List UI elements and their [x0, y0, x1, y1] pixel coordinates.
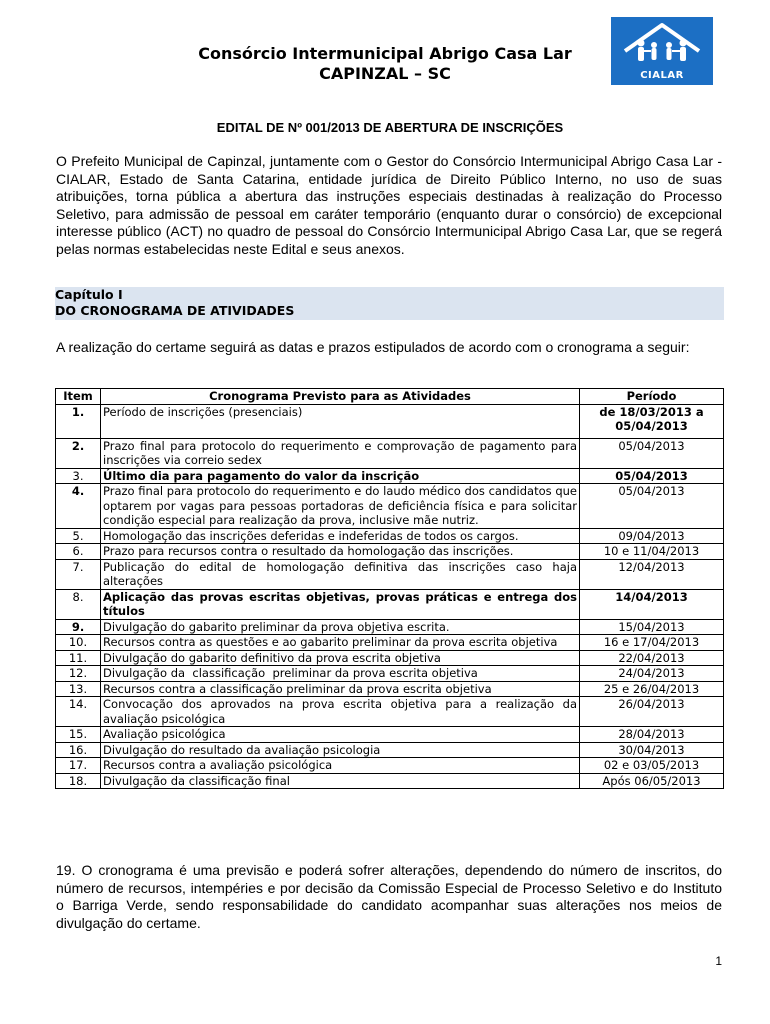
row-activity: Recursos contra a classificação preliminar da prova escrita objetiva — [101, 681, 580, 697]
schedule-intro: A realização do certame seguirá as datas e prazos estipulados de acordo com o cronograma a seguir: — [56, 339, 690, 355]
table-row — [56, 650, 724, 666]
row-item: 12. — [56, 666, 101, 682]
row-activity: Prazo para recursos contra o resultado da homologação das inscrições. — [101, 544, 580, 560]
row-period: 12/04/2013 — [580, 559, 724, 589]
row-period: 10 e 11/04/2013 — [580, 544, 724, 560]
row-item: 14. — [56, 697, 101, 727]
cialar-logo — [611, 17, 713, 85]
table-row — [56, 528, 724, 544]
row-item: 4. — [56, 484, 101, 529]
table-row — [56, 438, 724, 468]
schedule-note: 19. O cronograma é uma previsão e poderá sofrer alterações, dependendo do número de inscritos, do número de recursos, intempéries e por decisão da Comissão Especial de Processo Seletivo e do Instituto o Barriga Verde, sendo responsabilidade do candidato acompanhar suas alterações nos meios de divulgação do certame. — [56, 862, 722, 931]
row-period: 09/04/2013 — [580, 528, 724, 544]
row-period: Após 06/05/2013 — [580, 773, 724, 789]
row-period: 15/04/2013 — [580, 619, 724, 635]
table-row — [56, 727, 724, 743]
row-activity: Divulgação da classificação final — [101, 773, 580, 789]
row-period: 16 e 17/04/2013 — [580, 635, 724, 651]
row-activity: Prazo final para protocolo do requerimento e do laudo médico dos candidatos que optarem por vagas para pessoas portadoras de deficiência física e para solicitar condição especial para realização da prova, inclusive mãe nutriz. — [101, 484, 580, 529]
table-row — [56, 635, 724, 651]
row-activity: Aplicação das provas escritas objetivas, provas práticas e entrega dos títulos — [101, 589, 580, 619]
table-row — [56, 544, 724, 560]
logo-text: CIALAR — [640, 70, 684, 81]
row-period: de 18/03/2013 a 05/04/2013 — [580, 404, 724, 438]
header-item: Item — [56, 389, 101, 405]
table-row — [56, 681, 724, 697]
row-period: 02 e 03/05/2013 — [580, 758, 724, 774]
row-item: 13. — [56, 681, 101, 697]
row-activity: Divulgação do gabarito definitivo da prova escrita objetiva — [101, 650, 580, 666]
row-item: 18. — [56, 773, 101, 789]
table-row — [56, 697, 724, 727]
row-item: 2. — [56, 438, 101, 468]
table-row — [56, 589, 724, 619]
row-item: 11. — [56, 650, 101, 666]
row-period: 05/04/2013 — [580, 438, 724, 468]
row-activity: Divulgação do resultado da avaliação psicologia — [101, 742, 580, 758]
table-row — [56, 619, 724, 635]
row-period: 22/04/2013 — [580, 650, 724, 666]
row-activity: Homologação das inscrições deferidas e indeferidas de todos os cargos. — [101, 528, 580, 544]
row-item: 15. — [56, 727, 101, 743]
row-activity: Recursos contra a avaliação psicológica — [101, 758, 580, 774]
row-period: 24/04/2013 — [580, 666, 724, 682]
row-period: 28/04/2013 — [580, 727, 724, 743]
chapter-number: Capítulo I — [55, 287, 123, 302]
row-activity: Convocação dos aprovados na prova escrita objetiva para a realização da avaliação psicológica — [101, 697, 580, 727]
row-period: 26/04/2013 — [580, 697, 724, 727]
row-activity: Recursos contra as questões e ao gabarito preliminar da prova escrita objetiva — [101, 635, 580, 651]
row-item: 1. — [56, 404, 101, 438]
page-number: 1 — [715, 954, 722, 968]
header-period: Período — [580, 389, 724, 405]
row-period: 14/04/2013 — [580, 589, 724, 619]
row-activity: Divulgação do gabarito preliminar da prova objetiva escrita. — [101, 619, 580, 635]
edital-title: EDITAL DE Nº 001/2013 DE ABERTURA DE INSCRIÇÕES — [216, 120, 564, 135]
row-item: 17. — [56, 758, 101, 774]
table-row — [56, 404, 724, 438]
row-period: 05/04/2013 — [580, 468, 724, 484]
row-period: 25 e 26/04/2013 — [580, 681, 724, 697]
table-row — [56, 484, 724, 529]
table-row — [56, 742, 724, 758]
row-activity: Último dia para pagamento do valor da inscrição — [101, 468, 580, 484]
row-activity: Publicação do edital de homologação definitiva das inscrições caso haja alterações — [101, 559, 580, 589]
row-activity: Período de inscrições (presenciais) — [101, 404, 580, 438]
header-title-line1: Consórcio Intermunicipal Abrigo Casa Lar — [198, 44, 572, 63]
row-activity: Divulgação da classificação preliminar da prova escrita objetiva — [101, 666, 580, 682]
row-item: 8. — [56, 589, 101, 619]
row-item: 16. — [56, 742, 101, 758]
row-activity: Avaliação psicológica — [101, 727, 580, 743]
row-period: 05/04/2013 — [580, 484, 724, 529]
table-row — [56, 758, 724, 774]
row-period: 30/04/2013 — [580, 742, 724, 758]
row-item: 10. — [56, 635, 101, 651]
row-item: 3. — [56, 468, 101, 484]
chapter-heading — [55, 287, 724, 320]
schedule-table — [55, 388, 724, 789]
table-row — [56, 773, 724, 789]
row-activity: Prazo final para protocolo do requerimento e comprovação de pagamento para inscrições via correio sedex — [101, 438, 580, 468]
row-item: 5. — [56, 528, 101, 544]
row-item: 7. — [56, 559, 101, 589]
table-row — [56, 666, 724, 682]
table-row — [56, 468, 724, 484]
chapter-title: DO CRONOGRAMA DE ATIVIDADES — [55, 303, 295, 318]
header-activity: Cronograma Previsto para as Atividades — [101, 389, 580, 405]
header-title-line2: CAPINZAL – SC — [319, 64, 451, 83]
row-item: 9. — [56, 619, 101, 635]
intro-paragraph: O Prefeito Municipal de Capinzal, juntamente com o Gestor do Consórcio Intermunicipal Abrigo Casa Lar - CIALAR, Estado de Santa Catarina, entidade jurídica de Direito Público Interno, no uso de suas atribuições, torna pública a abertura das instruções especiais destinadas à realização do Processo Seletivo, para admissão de pessoal em caráter temporário (enquanto durar o consórcio) de excepcional interesse público (ACT) no quadro de pessoal do Consórcio Intermunicipal Abrigo Casa Lar, que se regerá pelas normas estabelecidas neste Edital e seus anexos. — [56, 153, 722, 257]
row-item: 6. — [56, 544, 101, 560]
table-row — [56, 559, 724, 589]
table-header-row — [56, 389, 724, 405]
